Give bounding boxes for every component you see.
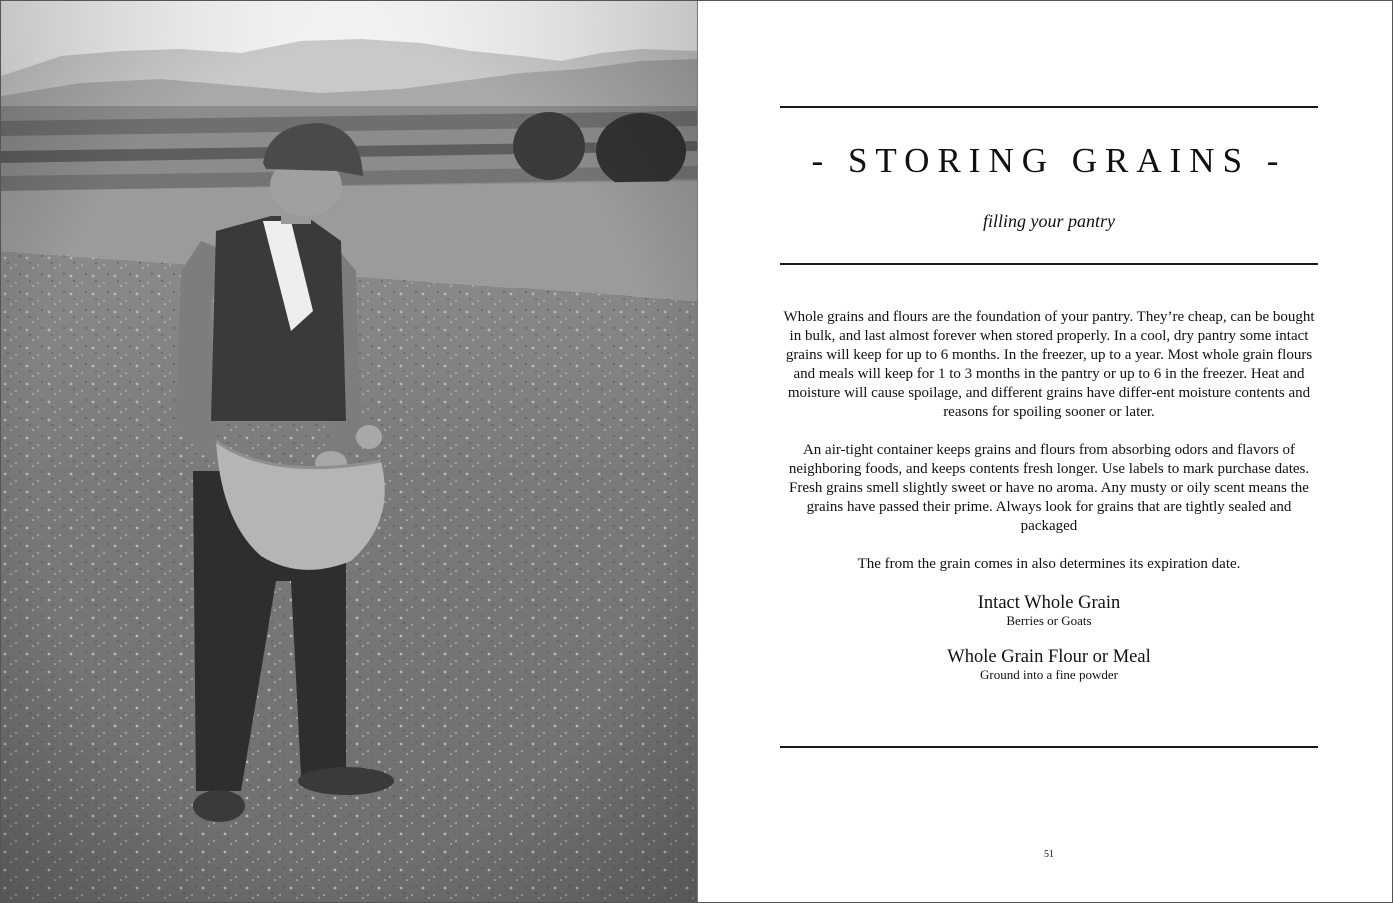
paragraph: Whole grains and flours are the foundation of your pantry. They’re cheap, can be bought in bulk, and last almost forever when stored properly. In a cool, dry pantry some intact grains will keep for up to 6 months. In the freezer, up to a year. Most whole grain flours and meals will keep for 1 to 3 months in the pantry or up to 6 in the freezer. Heat and moisture will cause spoilage, and different grains have differ-ent moisture contents and reasons for spoiling sooner or later.: [783, 309, 1315, 420]
farmer-sowing-photo: [1, 1, 697, 902]
paragraph: An air-tight container keeps grains and flours from absorbing odors and flavors of neighboring foods, and keeps contents fresh longer. Use labels to mark purchase dates. Fresh grains smell slightly sweet or have no aroma. Any musty or oily scent means the grains have passed their prime. Always look for grains that are tightly sealed and packaged: [788, 442, 1310, 534]
text-page: [698, 1, 1392, 902]
body-text: [780, 308, 1318, 682]
photo-page: [1, 1, 698, 902]
bottom-rule: [780, 746, 1318, 748]
paragraph: The from the grain comes in also determines its expiration date.: [857, 556, 1241, 572]
grain-type-name: Intact Whole Grain: [977, 593, 1121, 613]
page-title: - STORING GRAINS -: [811, 141, 1287, 180]
grain-type-item: [780, 647, 1318, 682]
grain-type-description: Ground into a fine powder: [980, 667, 1118, 682]
top-rule: [780, 106, 1318, 108]
grain-type-description: Berries or Goats: [1006, 613, 1092, 628]
middle-rule: [780, 263, 1318, 265]
grain-type-item: [780, 593, 1318, 628]
page-subtitle: filling your pantry: [983, 211, 1115, 231]
grain-type-name: Whole Grain Flour or Meal: [947, 647, 1151, 667]
page-number: 51: [1044, 849, 1054, 860]
